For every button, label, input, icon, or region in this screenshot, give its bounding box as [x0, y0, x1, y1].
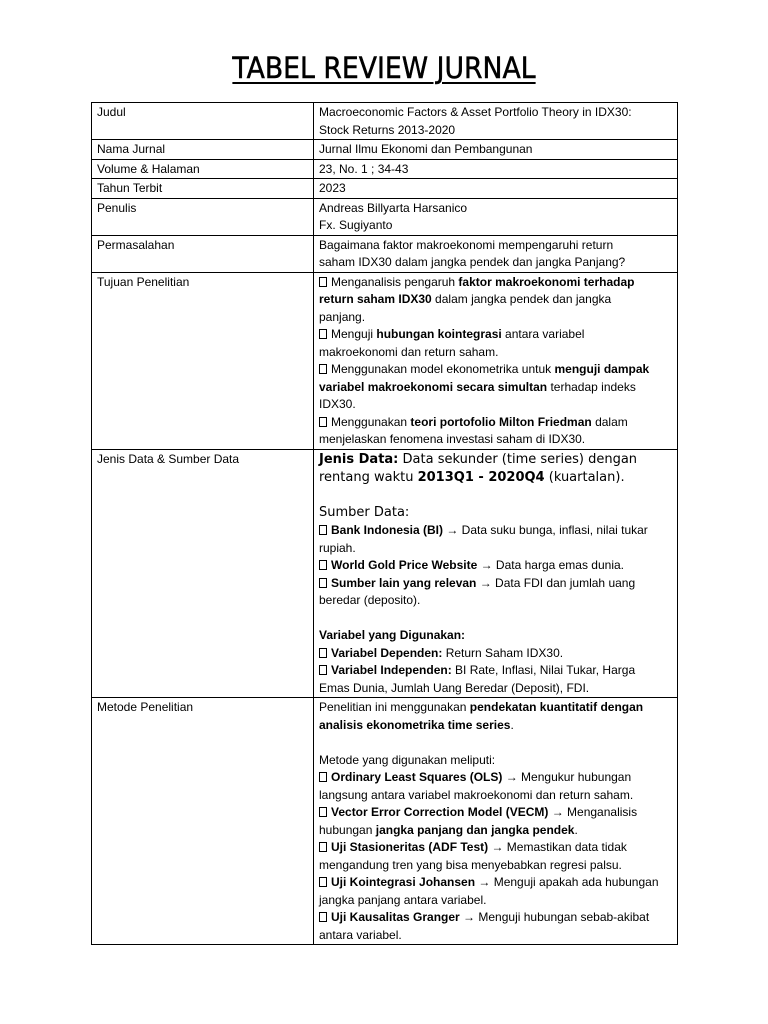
bold-text: 2013Q1 - 2020Q4	[417, 469, 545, 485]
list-item-line	[319, 309, 672, 327]
bullet-box-icon	[319, 525, 327, 535]
spacer	[319, 610, 672, 628]
row-value	[314, 198, 678, 235]
list-item-line	[319, 540, 672, 558]
text: Menggunakan	[331, 414, 411, 429]
list-item-line	[319, 361, 672, 379]
text: antara variabel.	[319, 927, 402, 942]
table-row	[92, 140, 678, 160]
bold-text: Sumber lain yang relevan	[331, 575, 477, 590]
intro-line	[319, 699, 672, 717]
rich-list	[319, 274, 672, 449]
row-label: Metode Penelitian	[92, 698, 314, 945]
page-title: TABEL REVIEW JURNAL	[232, 51, 536, 85]
row-value	[314, 103, 678, 140]
bold-text: return saham IDX30	[319, 292, 432, 306]
text: (kuartalan).	[544, 469, 625, 485]
bold-text: pendekatan kuantitatif dengan	[469, 700, 644, 714]
bold-text: Uji Stasioneritas (ADF Test)	[331, 840, 489, 854]
text: Emas Dunia, Jumlah Uang Beredar (Deposit), FDI.	[319, 680, 590, 695]
row-label: Jenis Data & Sumber Data	[92, 449, 314, 698]
row-value	[314, 235, 678, 272]
bold-text: jangka panjang dan jangka pendek	[375, 822, 575, 837]
list-item-line	[319, 892, 672, 910]
text: Menggunakan model ekonometrika untuk	[331, 362, 555, 376]
rich-list	[319, 769, 672, 944]
bold-text: Variabel Independen:	[331, 663, 452, 677]
bullet-box-icon	[319, 560, 327, 570]
table-row	[92, 698, 678, 945]
bold-text: hubungan kointegrasi	[376, 327, 502, 341]
value-line: saham IDX30 dalam jangka pendek dan jangka Panjang?	[319, 255, 626, 269]
list-item-line	[319, 291, 672, 309]
list-item-line	[319, 909, 672, 927]
text: Menguji	[331, 327, 377, 341]
table-row	[92, 103, 678, 140]
list-item-line	[319, 662, 672, 680]
author-name: Fx. Sugiyanto	[319, 218, 393, 232]
bullet-box-icon	[319, 648, 327, 658]
text: Data sekunder (time series) dengan	[398, 451, 638, 467]
bullet-box-icon	[319, 772, 327, 782]
text: dalam	[591, 414, 628, 429]
text: langsung antara variabel makroekonomi dan return saham.	[319, 787, 634, 802]
bullet-box-icon	[319, 417, 327, 427]
list-item-line	[319, 274, 672, 292]
table-row	[92, 235, 678, 272]
list-item-line	[319, 787, 672, 805]
text: rentang waktu	[319, 469, 418, 485]
row-label: Penulis	[92, 198, 314, 235]
table-row	[92, 449, 678, 698]
row-label: Permasalahan	[92, 235, 314, 272]
bold-text: Jenis Data:	[319, 451, 399, 467]
text: menjelaskan fenomena investasi saham di IDX30.	[319, 432, 586, 446]
list-item-line	[319, 645, 672, 663]
bold-text: Ordinary Least Squares (OLS)	[331, 770, 503, 784]
text: → Menguji apakah ada hubungan	[475, 875, 659, 889]
text: makroekonomi dan return saham.	[319, 344, 499, 359]
text: beredar (deposito).	[319, 593, 421, 607]
text: → Data harga emas dunia.	[477, 558, 624, 572]
text: mengandung tren yang bisa menyebabkan regresi palsu.	[319, 857, 622, 872]
sumber-data-heading: Sumber Data:	[319, 505, 410, 520]
text: jangka panjang antara variabel.	[319, 892, 487, 907]
list-item-line	[319, 431, 672, 449]
bold-text: teori portofolio Milton Friedman	[410, 414, 592, 429]
bold-text: menguji dampak	[554, 362, 650, 376]
bullet-box-icon	[319, 807, 327, 817]
rich-list	[319, 522, 672, 610]
review-table	[91, 102, 678, 945]
value-line: Macroeconomic Factors & Asset Portfolio Theory in IDX30:	[319, 105, 632, 119]
table-row	[92, 179, 678, 199]
list-item-line	[319, 326, 672, 344]
metode-meliputi: Metode yang digunakan meliputi:	[319, 752, 496, 767]
text: rupiah.	[319, 540, 356, 555]
text: antara variabel	[501, 327, 585, 341]
intro-line	[319, 717, 672, 735]
bold-text: faktor makroekonomi terhadap	[458, 274, 635, 289]
text: panjang.	[319, 309, 366, 324]
row-value	[314, 698, 678, 945]
row-label: Tahun Terbit	[92, 179, 314, 199]
list-item-line	[319, 804, 672, 822]
jenis-data-line	[319, 451, 672, 469]
text: BI Rate, Inflasi, Nilai Tukar, Harga	[451, 663, 636, 677]
list-item-line	[319, 927, 672, 945]
text: .	[574, 822, 578, 837]
rich-list	[319, 645, 672, 698]
text: Penelitian ini menggunakan	[319, 700, 470, 714]
bullet-box-icon	[319, 842, 327, 852]
list-item-line	[319, 344, 672, 362]
row-label: Nama Jurnal	[92, 140, 314, 160]
text: → Menguji hubungan sebab-akibat	[459, 910, 650, 924]
bullet-box-icon	[319, 277, 327, 287]
list-item-line	[319, 575, 672, 593]
text: → Data suku bunga, inflasi, nilai tukar	[443, 523, 648, 537]
list-item-line	[319, 379, 672, 397]
bold-text: Variabel Dependen:	[331, 645, 443, 660]
list-item-line	[319, 822, 672, 840]
bullet-box-icon	[319, 912, 327, 922]
list-item-line	[319, 839, 672, 857]
text: hubungan	[319, 822, 376, 837]
bullet-box-icon	[319, 364, 327, 374]
list-item-line	[319, 874, 672, 892]
row-value: 23, No. 1 ; 34-43	[314, 159, 678, 179]
row-label: Tujuan Penelitian	[92, 272, 314, 449]
bold-text: Uji Kausalitas Granger	[331, 910, 460, 924]
text: → Mengukur hubungan	[502, 770, 632, 784]
row-value: Jurnal Ilmu Ekonomi dan Pembangunan	[314, 140, 678, 160]
bold-text: Uji Kointegrasi Johansen	[331, 875, 476, 889]
bold-text: Bank Indonesia (BI)	[331, 523, 444, 537]
bullet-box-icon	[319, 665, 327, 675]
jenis-data-line	[319, 469, 672, 487]
bullet-box-icon	[319, 329, 327, 339]
bold-text: variabel makroekonomi secara simultan	[319, 379, 548, 394]
row-value	[314, 449, 678, 698]
text: → Menganalisis	[548, 805, 638, 819]
spacer	[319, 487, 672, 505]
spacer	[319, 734, 672, 752]
text: IDX30.	[319, 397, 356, 411]
text: dalam jangka pendek dan jangka	[431, 292, 612, 306]
list-item-line	[319, 414, 672, 432]
value-line: Stock Returns 2013-2020	[319, 122, 456, 137]
row-value: 2023	[314, 179, 678, 199]
list-item-line	[319, 396, 672, 414]
bold-text: Vector Error Correction Model (VECM)	[331, 805, 549, 819]
bullet-box-icon	[319, 578, 327, 588]
table-row	[92, 198, 678, 235]
author-name: Andreas Billyarta Harsanico	[319, 200, 468, 215]
row-label: Volume & Halaman	[92, 159, 314, 179]
text: → Data FDI dan jumlah uang	[476, 575, 636, 590]
value-line: Bagaimana faktor makroekonomi mempengaruhi return	[319, 237, 614, 252]
bold-text: World Gold Price Website	[331, 558, 478, 572]
text: → Memastikan data tidak	[488, 840, 627, 854]
bold-text: analisis ekonometrika time series	[319, 717, 511, 732]
table-row	[92, 272, 678, 449]
text: .	[510, 717, 514, 732]
list-item-line	[319, 680, 672, 698]
row-value	[314, 272, 678, 449]
list-item-line	[319, 522, 672, 540]
table-row	[92, 159, 678, 179]
list-item-line	[319, 857, 672, 875]
text: Menganalisis pengaruh	[331, 274, 459, 289]
list-item-line	[319, 769, 672, 787]
bullet-box-icon	[319, 877, 327, 887]
variabel-heading: Variabel yang Digunakan:	[319, 628, 466, 642]
list-item-line	[319, 592, 672, 610]
text: terhadap indeks	[547, 379, 636, 394]
text: Return Saham IDX30.	[442, 645, 564, 660]
list-item-line	[319, 557, 672, 575]
row-label: Judul	[92, 103, 314, 140]
